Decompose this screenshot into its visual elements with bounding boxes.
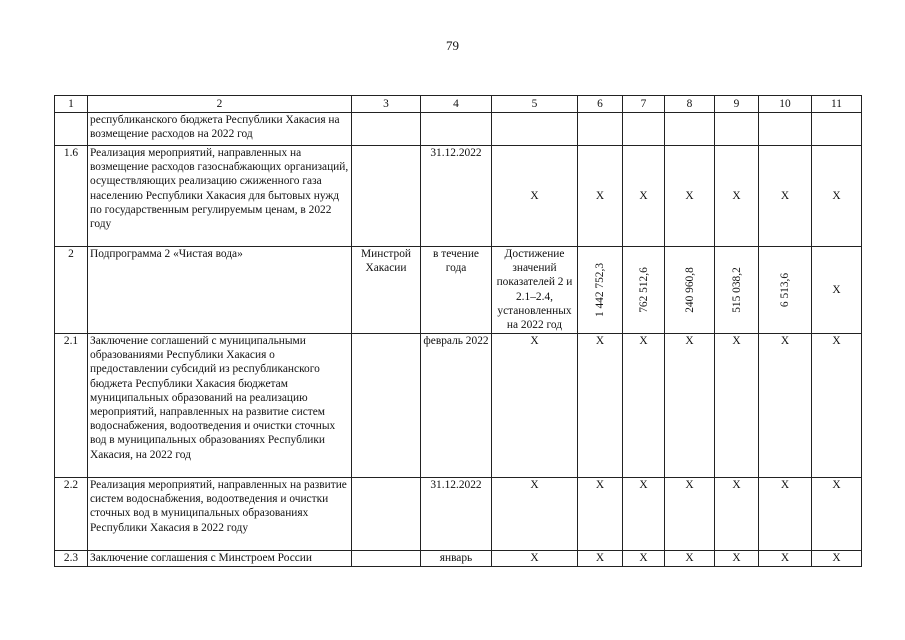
- table-row: [55, 551, 862, 567]
- column-header: 1: [55, 96, 88, 113]
- row-cell: Х: [623, 146, 665, 247]
- row-cell: Х: [715, 551, 759, 567]
- row-deadline: 31.12.2022: [421, 146, 492, 247]
- row-number: 1.6: [55, 146, 88, 247]
- row-cell: Х: [665, 334, 715, 478]
- row-cell: Х: [759, 551, 812, 567]
- column-header: 11: [812, 96, 862, 113]
- row-cell: Х: [715, 146, 759, 247]
- row-number: 2.3: [55, 551, 88, 567]
- row-cell: Х: [665, 551, 715, 567]
- row-cell: Х: [492, 146, 578, 247]
- column-header: 4: [421, 96, 492, 113]
- row-amount: 1 442 752,3: [593, 262, 606, 318]
- column-header: 2: [88, 96, 352, 113]
- row-executor: [352, 334, 421, 478]
- row-cell: Х: [812, 551, 862, 567]
- row-cell: Х: [623, 334, 665, 478]
- row-cell: Х: [715, 334, 759, 478]
- row-number: 2.1: [55, 334, 88, 478]
- row-amount-cell: [665, 247, 715, 334]
- table-header-row: [55, 96, 862, 113]
- row-description: Подпрограмма 2 «Чистая вода»: [88, 247, 352, 334]
- row-deadline: январь: [421, 551, 492, 567]
- row-deadline: февраль 2022: [421, 334, 492, 478]
- row-amount-cell: [623, 247, 665, 334]
- table-row: [55, 113, 862, 146]
- table-row: [55, 334, 862, 478]
- table-row: [55, 247, 862, 334]
- row-cell: Х: [665, 146, 715, 247]
- row-deadline: в течение года: [421, 247, 492, 334]
- column-header: 5: [492, 96, 578, 113]
- row-cell: Х: [715, 478, 759, 551]
- row-amount: 515 038,2: [730, 267, 743, 313]
- row-description: Заключение соглашения с Минстроем России: [88, 551, 352, 567]
- row-cell: Х: [812, 478, 862, 551]
- row-cell: Х: [492, 478, 578, 551]
- row-description: Заключение соглашений с муниципальными образованиями Республики Хакасия о предоставлении субсидий из республиканского бюджета Республики Хакасия бюджетам муниципальных образований на реализацию мероприятий, направленных на развитие систем водоснабжения, водоотведения и очистки сточных вод в муниципальных образованиях Республики Хакасия, на 2022 год: [88, 334, 352, 478]
- row-amount: 240 960,8: [683, 267, 696, 313]
- page-number: 79: [446, 38, 459, 53]
- row-executor: [352, 478, 421, 551]
- row-cell: Х: [812, 247, 862, 334]
- row-executor: [352, 146, 421, 247]
- row-cell: Х: [578, 551, 623, 567]
- row-description: Реализация мероприятий, направленных на развитие систем водоснабжения, водоотведения и очистки сточных вод в муниципальных образованиях Республики Хакасия в 2022 году: [88, 478, 352, 551]
- row-amount-cell: [715, 247, 759, 334]
- program-table: [54, 95, 862, 567]
- table-row: [55, 478, 862, 551]
- row-cell: Х: [812, 146, 862, 247]
- row-amount-cell: [759, 247, 812, 334]
- column-header: 6: [578, 96, 623, 113]
- row-number: 2: [55, 247, 88, 334]
- row-cell: Х: [759, 334, 812, 478]
- row-cell: Х: [759, 146, 812, 247]
- column-header: 9: [715, 96, 759, 113]
- column-header: 10: [759, 96, 812, 113]
- row-number: 2.2: [55, 478, 88, 551]
- row-cell: Х: [665, 478, 715, 551]
- row-cell: Х: [623, 478, 665, 551]
- table-row: [55, 146, 862, 247]
- row-cell: Х: [812, 334, 862, 478]
- column-header: 7: [623, 96, 665, 113]
- row-cell: Х: [759, 478, 812, 551]
- row-amount-cell: [578, 247, 623, 334]
- row-amount: 762 512,6: [637, 267, 650, 313]
- row-cell: Х: [578, 146, 623, 247]
- row-description: Реализация мероприятий, направленных на возмещение расходов газоснабжающих организаций, осуществляющих реализацию сжиженного газа населению Республики Хакасия для бытовых нужд по государственным регулируемым ценам, в 2022 году: [88, 146, 352, 247]
- column-header: 8: [665, 96, 715, 113]
- column-header: 3: [352, 96, 421, 113]
- row-description: республиканского бюджета Республики Хакасия на возмещение расходов на 2022 год: [88, 113, 352, 146]
- row-cell: Х: [623, 551, 665, 567]
- row-amount: 6 513,6: [778, 272, 791, 308]
- row-cell: Х: [492, 551, 578, 567]
- row-cell: Х: [578, 478, 623, 551]
- row-cell: Х: [492, 334, 578, 478]
- row-deadline: 31.12.2022: [421, 478, 492, 551]
- row-executor: Минстрой Хакасии: [352, 247, 421, 334]
- row-executor: [352, 551, 421, 567]
- row-cell: Х: [578, 334, 623, 478]
- row-result: Достижение значений показателей 2 и 2.1–2.4, установленных на 2022 год: [492, 247, 578, 334]
